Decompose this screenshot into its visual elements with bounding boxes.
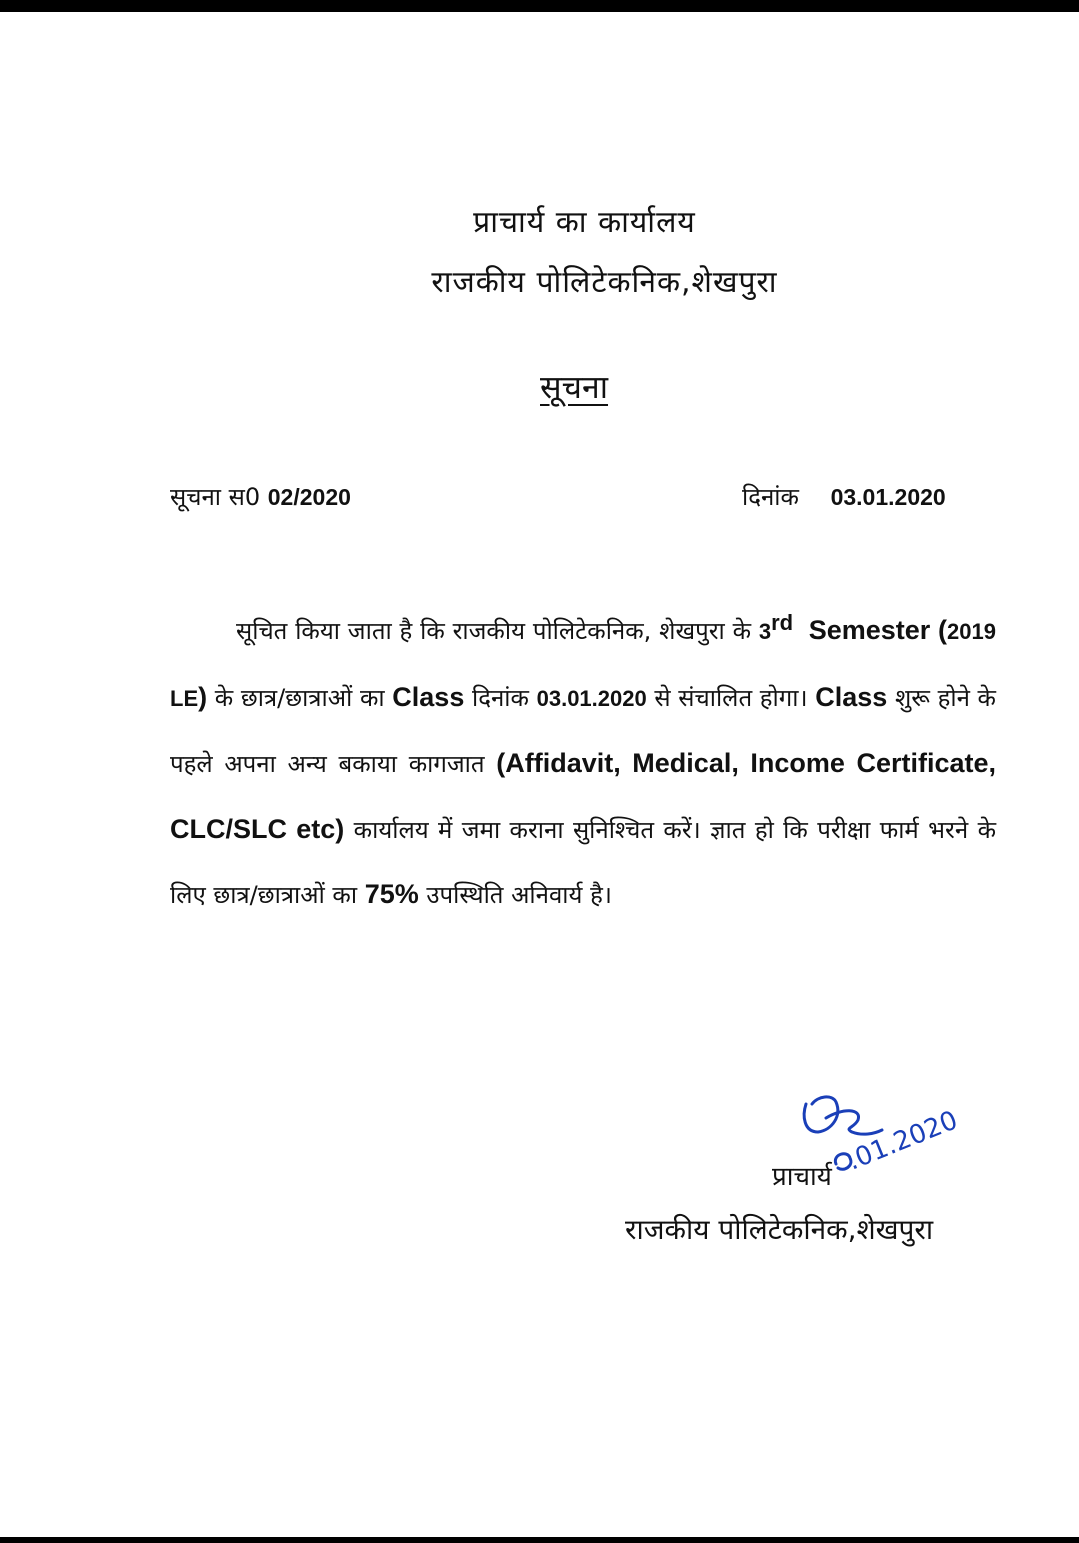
signature-date: .01.2020 [843, 1105, 962, 1177]
office-heading: प्राचार्य का कार्यालय [473, 205, 696, 240]
semester-label: Semester [808, 615, 931, 645]
body-conducted: से संचालित होगा। [646, 683, 816, 712]
notice-date-value: 03.01.2020 [830, 484, 946, 510]
attendance-percent: 75% [364, 879, 419, 909]
body-mandatory: उपस्थिति अनिवार्य है। [418, 881, 612, 909]
class-word-2: Class [815, 681, 888, 712]
batch-open-paren: ( [930, 615, 948, 645]
notice-title: सूचना [540, 368, 609, 406]
bottom-scan-border [0, 1537, 1079, 1543]
body-date-prefix: दिनांक [464, 683, 537, 712]
class-start-date: 03.01.2020 [536, 685, 647, 711]
batch-label: 2019 LE [170, 619, 996, 711]
notice-date [742, 480, 946, 513]
body-students: के छात्र/छात्राओं का [207, 683, 393, 712]
batch-close-paren: ) [198, 681, 208, 712]
documents-list: (Affidavit, Medical, Income Certificate, CLC/SLC etc) [170, 748, 997, 844]
ordinal-number: 3 [758, 619, 772, 644]
body-intro: सूचित किया जाता है कि राजकीय पोलिटेकनिक, शेखपुरा के [236, 617, 751, 645]
institution-heading: राजकीय पोलिटेकनिक,शेखपुरा [431, 265, 778, 300]
ordinal-suffix: rd [771, 610, 794, 635]
signatory-institution: राजकीय पोलिटेकनिक,शेखपुरा [625, 1213, 934, 1246]
notice-date-label: दिनांक [742, 483, 799, 511]
notice-number-value: 02/2020 [267, 484, 351, 510]
notice-number-label: सूचना स0 [170, 483, 261, 511]
body-submit: कार्यालय में जमा कराना सुनिश्चित करें। ज्ञात हो कि परीक्षा फार्म भरने के लिए छात्र/छात्राओं का [170, 815, 996, 909]
signatory-title: प्राचार्य [772, 1162, 832, 1192]
body-pending-docs: शुरू होने के पहले अपना अन्य बकाया कागजात [170, 683, 996, 778]
notice-body [170, 598, 996, 928]
notice-number [170, 480, 351, 513]
class-word: Class [392, 681, 465, 712]
top-scan-border [0, 0, 1079, 12]
